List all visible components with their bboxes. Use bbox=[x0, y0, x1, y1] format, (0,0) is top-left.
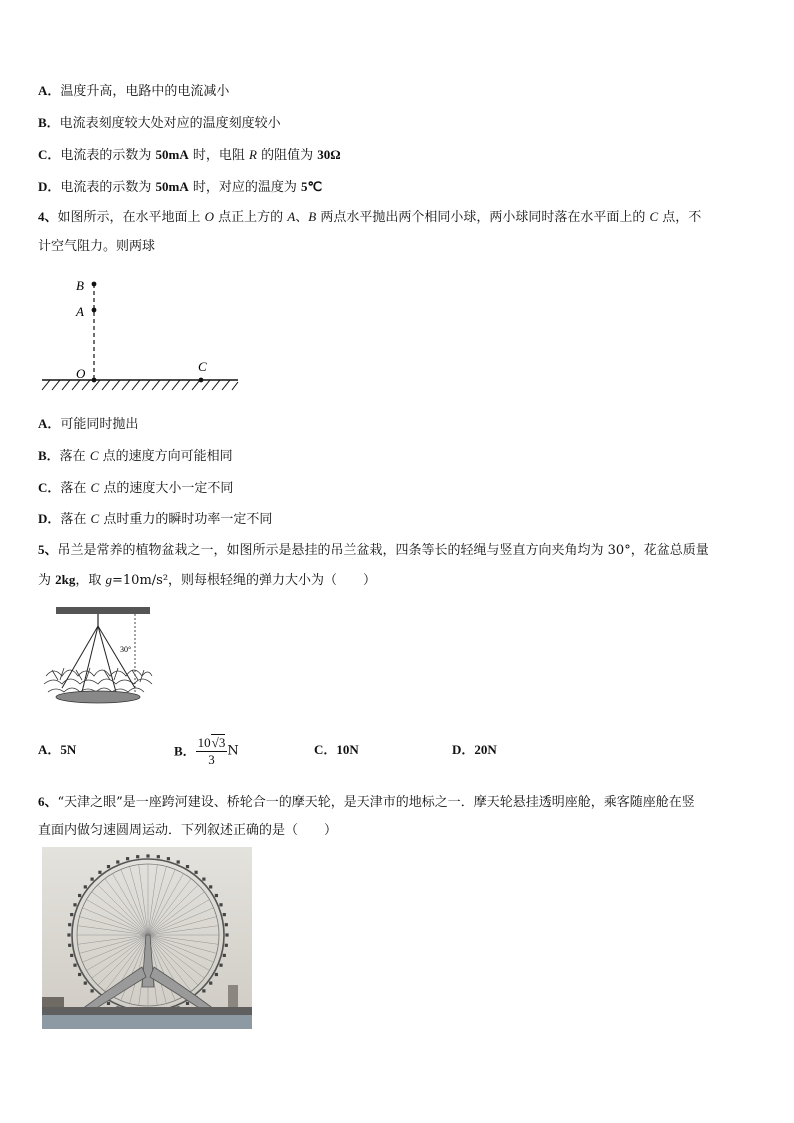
cabin bbox=[177, 860, 180, 863]
q5-choice-row bbox=[38, 735, 738, 775]
cabin bbox=[157, 855, 160, 858]
cabin bbox=[91, 878, 94, 881]
cabin bbox=[84, 885, 87, 888]
point-o bbox=[92, 378, 97, 383]
q4-option-a: A．可能同时抛出 bbox=[38, 416, 139, 432]
cabin bbox=[91, 989, 94, 992]
ground-hatch bbox=[42, 380, 238, 390]
q4-option-d: D．落在 C 点时重力的瞬时功率一定不同 bbox=[38, 511, 273, 527]
cabin bbox=[223, 913, 226, 916]
q5-choice-b: B． $\frac{10√3}{3}$ N bbox=[174, 735, 239, 767]
q6-stem-line1: 6、“天津之眼”是一座跨河建设、桥轮合一的摩天轮，是天津市的地标之一．摩天轮悬挂透明座舱，乘客随座舱在竖 bbox=[38, 794, 695, 810]
q5-choice-d: D．20N bbox=[452, 742, 497, 757]
label-o: O bbox=[76, 366, 86, 381]
q3-option-d: D．电流表的示数为 50mA 时，对应的温度为 5℃ bbox=[38, 179, 323, 195]
cabin bbox=[202, 878, 205, 881]
cabin bbox=[215, 894, 218, 897]
cabin bbox=[195, 871, 198, 874]
cabin bbox=[78, 894, 81, 897]
q6-ferris-wheel-photo bbox=[42, 847, 252, 1029]
cabin bbox=[126, 857, 129, 860]
cabin bbox=[136, 855, 139, 858]
cabin bbox=[167, 857, 170, 860]
cabin bbox=[223, 954, 226, 957]
cabin bbox=[225, 923, 228, 926]
cabin bbox=[225, 933, 228, 936]
cabin bbox=[215, 973, 218, 976]
point-a bbox=[92, 308, 97, 313]
cabin bbox=[98, 871, 101, 874]
q5-choice-c: C．10N bbox=[314, 742, 359, 757]
cabin bbox=[67, 933, 70, 936]
q4-option-c: C．落在 C 点的速度大小一定不同 bbox=[38, 480, 234, 496]
bridge-deck bbox=[42, 1007, 252, 1015]
plant-foliage bbox=[44, 668, 152, 692]
q3-option-b: B．电流表刻度较大处对应的温度刻度较小 bbox=[38, 115, 281, 131]
cabin bbox=[78, 973, 81, 976]
q5-stem-line2: 为 2kg，取 g=10m/s²，则每根轻绳的弹力大小为（ ） bbox=[38, 572, 377, 588]
cabin bbox=[73, 903, 76, 906]
q4-stem-line1: 4、如图所示，在水平地面上 O 点正上方的 A、B 两点水平抛出两个相同小球，两小球同时落在水平面上的 C 点，不 bbox=[38, 209, 702, 225]
cabin bbox=[70, 913, 73, 916]
cabin bbox=[68, 923, 71, 926]
cabin bbox=[209, 982, 212, 985]
ropes bbox=[62, 626, 135, 692]
river-water bbox=[42, 1015, 252, 1029]
q6-stem-line2: 直面内做匀速圆周运动．下列叙述正确的是（ ） bbox=[38, 823, 338, 838]
label-a: A bbox=[76, 304, 84, 319]
fraction: $\frac{10√3}{3}$ bbox=[197, 735, 226, 767]
label-c: C bbox=[198, 359, 207, 374]
cabin bbox=[84, 982, 87, 985]
q3-option-c: C．电流表的示数为 50mA 时，电阻 R 的阻值为 30Ω bbox=[38, 147, 341, 163]
cabin bbox=[107, 1002, 110, 1005]
cabin bbox=[186, 1002, 189, 1005]
point-c bbox=[199, 378, 204, 383]
angle-label: 30° bbox=[120, 645, 132, 654]
cabin bbox=[68, 944, 71, 947]
q3-option-a: A．温度升高，电路中的电流减小 bbox=[38, 83, 230, 99]
cabin bbox=[146, 854, 149, 857]
cabin bbox=[186, 865, 189, 868]
planter-pot bbox=[56, 691, 140, 703]
cabin bbox=[219, 903, 222, 906]
cabin bbox=[73, 964, 76, 967]
cabin bbox=[225, 944, 228, 947]
q5-hanging-planter-figure bbox=[40, 604, 158, 710]
cabin bbox=[70, 954, 73, 957]
q5-choice-a: A．5N bbox=[38, 742, 77, 757]
q5-stem-line1: 5、吊兰是常养的植物盆栽之一，如图所示是悬挂的吊兰盆栽，四条等长的轻绳与竖直方向夹角均为 30°，花盆总质量 bbox=[38, 542, 709, 558]
cabin bbox=[202, 989, 205, 992]
q4-option-b: B．落在 C 点的速度方向可能相同 bbox=[38, 448, 233, 464]
cabin bbox=[209, 885, 212, 888]
label-b: B bbox=[76, 278, 84, 293]
cabin bbox=[116, 860, 119, 863]
cabin bbox=[219, 964, 222, 967]
hanging-rod bbox=[56, 607, 150, 614]
cabin bbox=[107, 865, 110, 868]
point-b bbox=[92, 282, 97, 287]
q4-projectile-figure bbox=[38, 272, 248, 398]
q4-stem-line2: 计空气阻力。则两球 bbox=[38, 239, 156, 254]
